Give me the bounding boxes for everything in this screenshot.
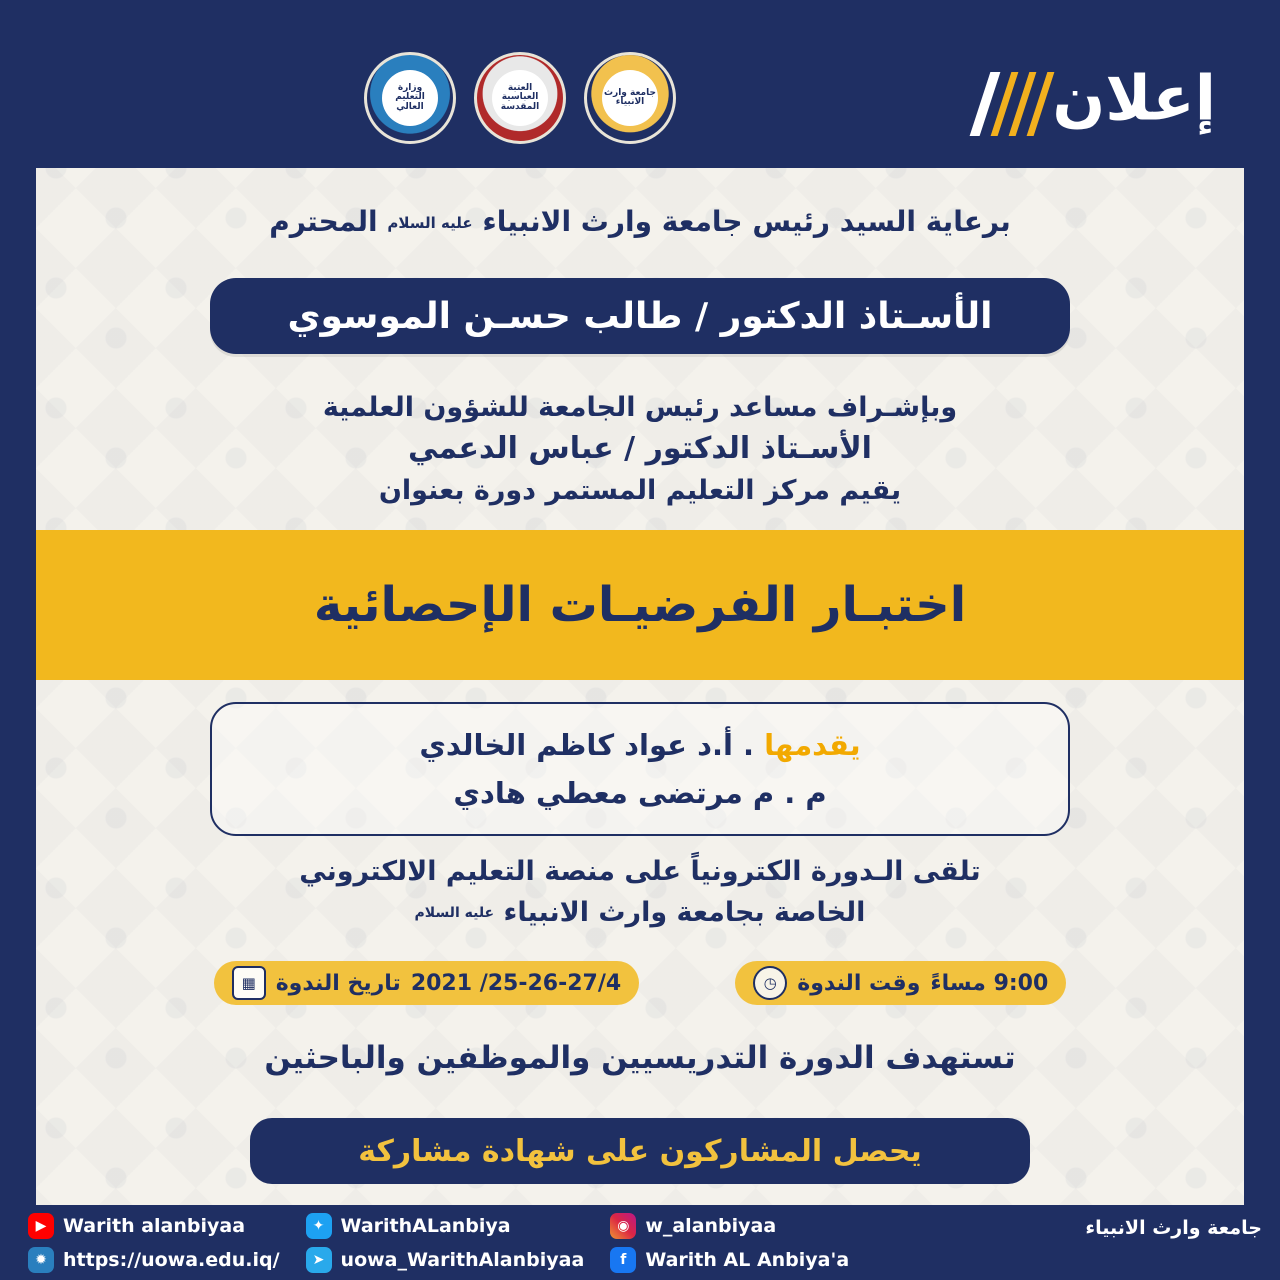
telegram-icon: ➤: [306, 1247, 332, 1273]
ministry-higher-education-logo: [364, 52, 456, 144]
logo-caption-1: جامعة وارث الانبياء: [602, 70, 658, 126]
frame-left: [0, 0, 36, 1280]
supervision-line-2: الأسـتاذ الدكتور / عباس الدعمي: [408, 431, 872, 467]
presenter-row-1: [419, 728, 860, 762]
facebook-handle: Warith AL Anbiya'a: [645, 1249, 850, 1271]
president-name: الأسـتاذ الدكتور / طالب حسـن الموسوي: [287, 295, 993, 337]
youtube-handle: Warith alanbiyaa: [63, 1215, 246, 1237]
frame-right: [1244, 0, 1280, 1280]
platform-honorific: عليه السلام: [414, 904, 495, 921]
target-audience: تستهدف الدورة التدريسيين والموظفين والباحثين: [264, 1040, 1016, 1076]
presenter-name-2: م . م مرتضى معطي هادي: [453, 776, 827, 810]
social-telegram[interactable]: [306, 1247, 585, 1273]
calendar-icon: ▦: [232, 966, 266, 1000]
social-instagram[interactable]: [610, 1213, 849, 1239]
patron-suffix: المحترم: [269, 205, 378, 238]
social-youtube[interactable]: [28, 1213, 280, 1239]
social-column-1: [610, 1213, 849, 1273]
website-url: https://uowa.edu.iq/: [63, 1249, 280, 1271]
platform-line-2-wrap: [36, 893, 1244, 934]
patron-line: [36, 205, 1244, 238]
platform-line-1: تلقى الـدورة الكترونياً على منصة التعليم الالكتروني: [299, 856, 981, 887]
warith-al-anbiya-university-logo: [584, 52, 676, 144]
course-title-band: [36, 530, 1244, 680]
social-twitter[interactable]: [306, 1213, 585, 1239]
presenter-name-1: . أ.د عواد كاظم الخالدي: [419, 728, 755, 762]
logo-caption-2: العتبة العباسية المقدسة: [492, 70, 548, 126]
date-value: 25-26-27/4/ 2021: [410, 970, 622, 996]
university-name: جامعة وارث الانبياء: [1085, 1217, 1262, 1239]
facebook-icon: f: [610, 1247, 636, 1273]
time-chip: [735, 961, 1066, 1005]
platform-info: [36, 852, 1244, 933]
course-title: اختبـار الفرضيـات الإحصائية: [313, 577, 967, 633]
social-links: [28, 1213, 849, 1273]
presenter-row-2: [453, 776, 826, 810]
platform-line-2: الخاصة بجامعة وارث الانبياء: [503, 896, 866, 928]
header-title: إعلان: [1052, 61, 1216, 135]
supervision-line-3: يقيم مركز التعليم المستمر دورة بعنوان: [378, 474, 902, 506]
social-column-2: [306, 1213, 585, 1273]
poster-header: [36, 28, 1244, 168]
info-chips: [200, 958, 1080, 1008]
patron-text: برعاية السيد رئيس جامعة وارث الانبياء: [482, 205, 1011, 238]
presenters-label: يقدمها: [764, 728, 861, 762]
time-label: وقت الندوة: [797, 970, 921, 996]
honorific-text: عليه السلام: [387, 214, 473, 232]
president-name-banner: [210, 278, 1070, 354]
date-label: تاريخ الندوة: [275, 970, 401, 996]
certificate-banner: [250, 1118, 1030, 1184]
twitter-icon: ✦: [306, 1213, 332, 1239]
instagram-icon: ◉: [610, 1213, 636, 1239]
supervision-block: [36, 388, 1244, 510]
poster-footer: [0, 1205, 1280, 1280]
website-icon: ✹: [28, 1247, 54, 1273]
date-chip: [214, 961, 640, 1005]
youtube-icon: ▶: [28, 1213, 54, 1239]
social-facebook[interactable]: [610, 1247, 849, 1273]
social-website[interactable]: [28, 1247, 280, 1273]
telegram-handle: uowa_WarithAlanbiyaa: [340, 1249, 585, 1271]
supervision-line-1: وبإشـراف مساعد رئيس الجامعة للشؤون العلمية: [322, 392, 958, 423]
logo-caption-3: وزارة التعليم العالي: [382, 70, 438, 126]
twitter-handle: WarithALanbiya: [340, 1215, 511, 1237]
social-column-3: [28, 1213, 280, 1273]
frame-top: [0, 0, 1280, 28]
logo-group: [364, 52, 676, 144]
certificate-text: يحصل المشاركون على شهادة مشاركة: [358, 1133, 922, 1169]
decorative-slashes: [974, 72, 1044, 136]
clock-icon: ◷: [753, 966, 787, 1000]
presenters-box: [210, 702, 1070, 836]
instagram-handle: w_alanbiyaa: [645, 1215, 777, 1237]
time-value: 9:00 مساءً: [930, 970, 1049, 996]
al-abbas-holy-shrine-logo: [474, 52, 566, 144]
